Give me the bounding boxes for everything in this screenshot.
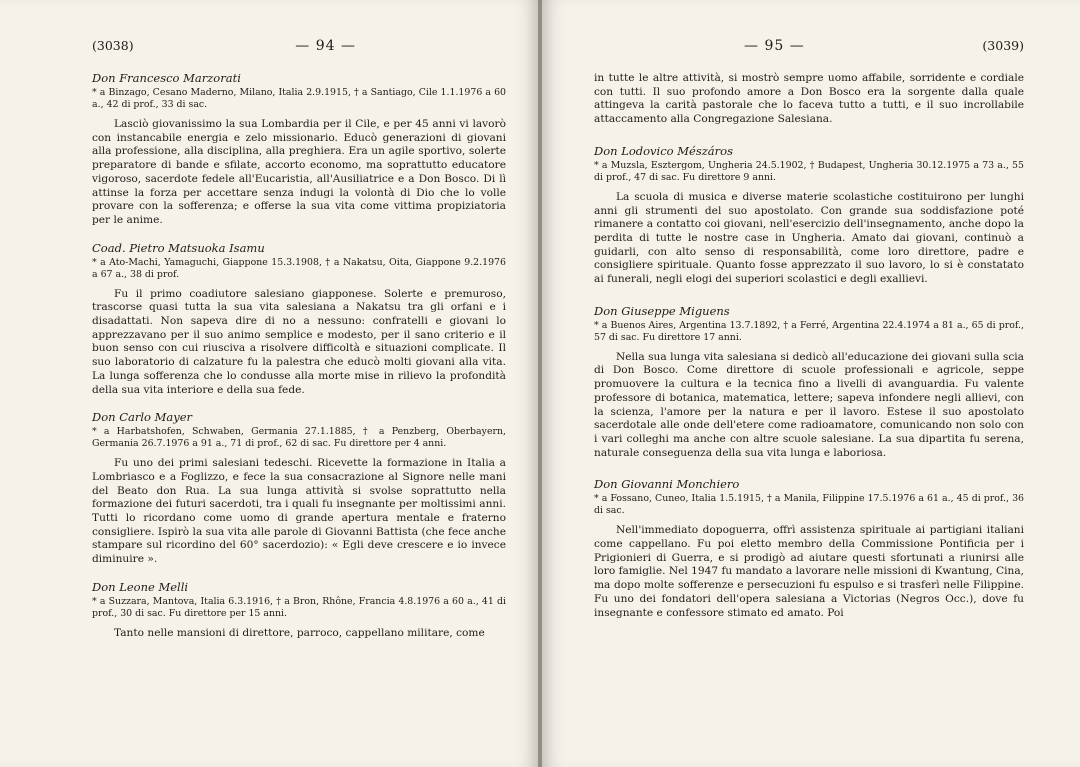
entry-meta: * a Ato-Machi, Yamaguchi, Giappone 15.3.1908, † a Nakatsu, Oita, Giappone 9.2.1976 a 67 a., 38 di prof.: [92, 256, 506, 280]
left-header-code: (3038): [92, 38, 134, 53]
entry-body: Fu uno dei primi salesiani tedeschi. Ricevette la formazione in Italia a Lombriasco e a Foglizzo, e fece la sua consacrazione al Signore nelle mani del Beato don Rua. La sua lunga attività si svolse soprattutto nella formazione dei futuri sacerdoti, tra i quali fu insegnante per moltissimi anni. Tutti lo ricordano come uomo di grande apertura mentale e fraterno consigliere. Ispirò la sua vita alle parole di Giovanni Battista (che fece anche stampare sul ricordino del 60° sacerdozio): « Egli deve crescere e io invece diminuire ».: [92, 457, 506, 566]
entry-body: Lasciò giovanissimo la sua Lombardia per il Cile, e per 45 anni vi lavorò con instancabile energia e zelo missionario. Educò generazioni di giovani alla professione, alla disciplina, alla preghiera. Era un agile sportivo, solerte preparatore di bande e sfilate, accorto economo, ma soprattutto educatore vigoroso, sacerdote fedele all'Eucaristia, all'Ausiliatrice e a Don Bosco. Di lì attinse la forza per accettare senza indugi la volontà di Dio che lo volle provare con la sofferenza; e offerse la sua vita come vittima propiziatoria per le anime.: [92, 118, 506, 226]
entry-meta: * a Suzzara, Mantova, Italia 6.3.1916, † a Bron, Rhône, Francia 4.8.1976 a 60 a., 41 di prof., 30 di sac. Fu direttore per 15 anni.: [92, 595, 506, 619]
entry-meta: * a Fossano, Cuneo, Italia 1.5.1915, † a Manila, Filippine 17.5.1976 a 61 a., 45 di prof., 36 di sac.: [594, 493, 1024, 517]
continuation-text: in tutte le altre attività, si mostrò sempre uomo affabile, sorridente e cordiale con tutti. Il suo profondo amore a Don Bosco era la sorgente dalla quale attingeva la carità pastorale che lo faceva tutto a tutti, e il suo incrollabile attaccamento alla Congregazione Salesiana.: [594, 72, 1024, 126]
entry-body: Nella sua lunga vita salesiana si dedicò all'educazione dei giovani sulla scia di Don Bosco. Come direttore di scuole professionali e agricole, seppe promuovere la cultura e la tecnica fino a livelli di avanguardia. Fu valente professore di botanica, matematica, lettere; sapeva infondere negli allievi, con la scienza, l'amore per la natura e per il lavoro. Estese il suo apostolato sacerdotale alle onde dell'etere come radioamatore, comunicando non solo con i vari colleghi ma anche con altre scuole salesiane. La sua dipartita fu serena, naturale conseguenza della sua vita lunga e laboriosa.: [594, 350, 1024, 459]
entry-body: Tanto nelle mansioni di direttore, parroco, cappellano militare, come: [114, 626, 485, 639]
entry-name: Don Leone Melli: [92, 579, 189, 594]
entry-meta: * a Binzago, Cesano Maderno, Milano, Italia 2.9.1915, † a Santiago, Cile 1.1.1976 a 60 a., 42 di prof., 33 di sac.: [92, 87, 506, 110]
entry-body: La scuola di musica e diverse materie scolastiche costituirono per lunghi anni gli strumenti del suo apostolato. Con grande sua soddisfazione poté rimanere a contatto coi giovani, nell'esercizio dell'insegnamento, anche dopo la perdita di tutte le nostre case in Ungheria. Amato dai giovani, continuò a guidarli, con alto senso di responsabilità, come loro direttore, padre e consigliere spirituale. Quanto fosse apprezzato il suo lavoro, lo si è constatato ai funerali, negli elogi dei superiori scolastici e degli exallievi.: [594, 190, 1024, 286]
entry-meta: * a Harbatshofen, Schwaben, Germania 27.1.1885, † a Penzberg, Oberbayern, Germania 26.7.1976 a 91 a., 71 di prof., 62 di sac. Fu direttore per 4 anni.: [92, 426, 506, 450]
entry-name: Don Giovanni Monchiero: [594, 477, 740, 492]
entry-name: Don Giuseppe Miguens: [594, 303, 730, 318]
obituary-entry: [92, 411, 506, 567]
right-page: [540, 0, 1080, 767]
obituary-entry: [594, 145, 1024, 287]
entry-meta: * a Buenos Aires, Argentina 13.7.1892, † a Ferré, Argentina 22.4.1974 a 81 a., 65 di prof., 57 di sac. Fu direttore 17 anni.: [594, 319, 1024, 343]
book-gutter: [538, 0, 542, 767]
entry-meta: * a Muzsla, Esztergom, Ungheria 24.5.1902, † Budapest, Ungheria 30.12.1975 a 73 a., 55 di prof., 47 di sac. Fu direttore 9 anni.: [594, 159, 1024, 183]
obituary-entry: [92, 242, 506, 398]
left-running-head: [92, 38, 506, 56]
right-header-code: (3039): [982, 38, 1024, 53]
entry-name: Don Carlo Mayer: [92, 410, 193, 425]
right-page-number: — 95 —: [744, 38, 805, 54]
obituary-entry: [92, 581, 506, 641]
obituary-entry: [92, 72, 506, 228]
left-page-number: — 94 —: [295, 38, 356, 54]
entry-name: Don Lodovico Mészáros: [594, 143, 733, 158]
entry-body: Fu il primo coadiutore salesiano giapponese. Solerte e premuroso, trascorse quasi tutta la sua vita salesiana a Nakatsu tra gli orfani e i disadattati. Non sapeva dire di no a nessuno: confratelli e giovani lo apprezzavano per il suo animo semplice e modesto, per il sano criterio e il buon senso con cui riusciva a risolvere difficoltà e situazioni complicate. Il suo laboratorio di calzature fu la palestra che educò molti giovani alla vita. La lunga sofferenza che lo condusse alla morte mise in rilievo la profondità della sua vita interiore e della sua fede.: [92, 287, 506, 396]
entry-name: Coad. Pietro Matsuoka Isamu: [92, 240, 265, 255]
entry-body: Nell'immediato dopoguerra, offrì assistenza spirituale ai partigiani italiani come cappellano. Fu poi eletto membro della Commissione Pontificia per i Prigionieri di Guerra, e si prodigò ad aiutare questi sfortunati a riunirsi alle loro famiglie. Nel 1947 fu mandato a lavorare nelle missioni di Kwantung, Cina, ma dopo molte sofferenze e persecuzioni fu espulso e si trasferì nelle Filippine. Fu uno dei fondatori dell'opera salesiana a Victorias (Negros Occ.), dove fu insegnante e confessore stimato ed amato. Poi: [594, 524, 1024, 619]
right-running-head: [594, 38, 1024, 56]
obituary-entry: [594, 478, 1024, 620]
obituary-entry: [594, 305, 1024, 461]
entry-name: Don Francesco Marzorati: [92, 71, 241, 85]
